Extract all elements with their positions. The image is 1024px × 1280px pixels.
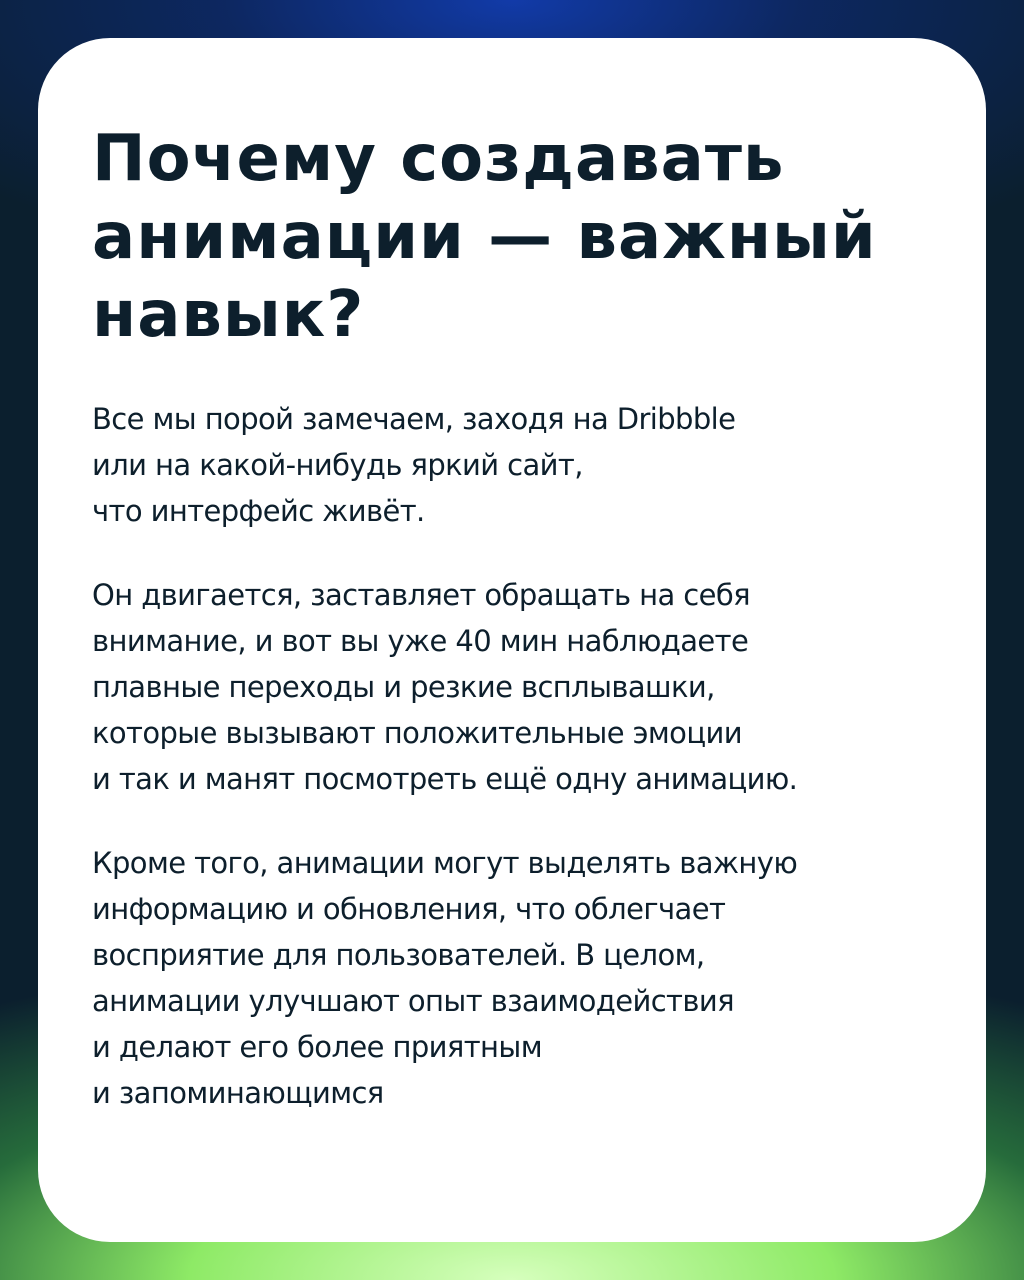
text-line: плавные переходы и резкие всплывашки,	[92, 670, 715, 704]
content-card	[38, 38, 986, 1242]
text-line: и делают его более приятным	[92, 1030, 542, 1064]
card-title: Почему создавать анимации — важный навык?	[92, 122, 877, 352]
text-line: Он двигается, заставляет обращать на себя	[92, 578, 750, 612]
paragraph-intro	[92, 396, 934, 534]
text-line: Все мы порой замечаем, заходя на Dribbble	[92, 402, 736, 436]
paragraph-motion	[92, 572, 934, 802]
text-line: которые вызывают положительные эмоции	[92, 716, 742, 750]
text-line: и так и манят посмотреть ещё одну анимацию.	[92, 762, 798, 796]
text-line: анимации улучшают опыт взаимодействия	[92, 984, 734, 1018]
text-line: информацию и обновления, что облегчает	[92, 892, 726, 926]
text-line: что интерфейс живёт.	[92, 494, 425, 528]
text-line: Кроме того, анимации могут выделять важную	[92, 846, 798, 880]
text-line: восприятие для пользователей. В целом,	[92, 938, 705, 972]
text-line: внимание, и вот вы уже 40 мин наблюдаете	[92, 624, 749, 658]
text-line: и запоминающимся	[92, 1076, 384, 1110]
paragraph-benefits	[92, 840, 934, 1116]
text-line: или на какой-нибудь яркий сайт,	[92, 448, 583, 482]
